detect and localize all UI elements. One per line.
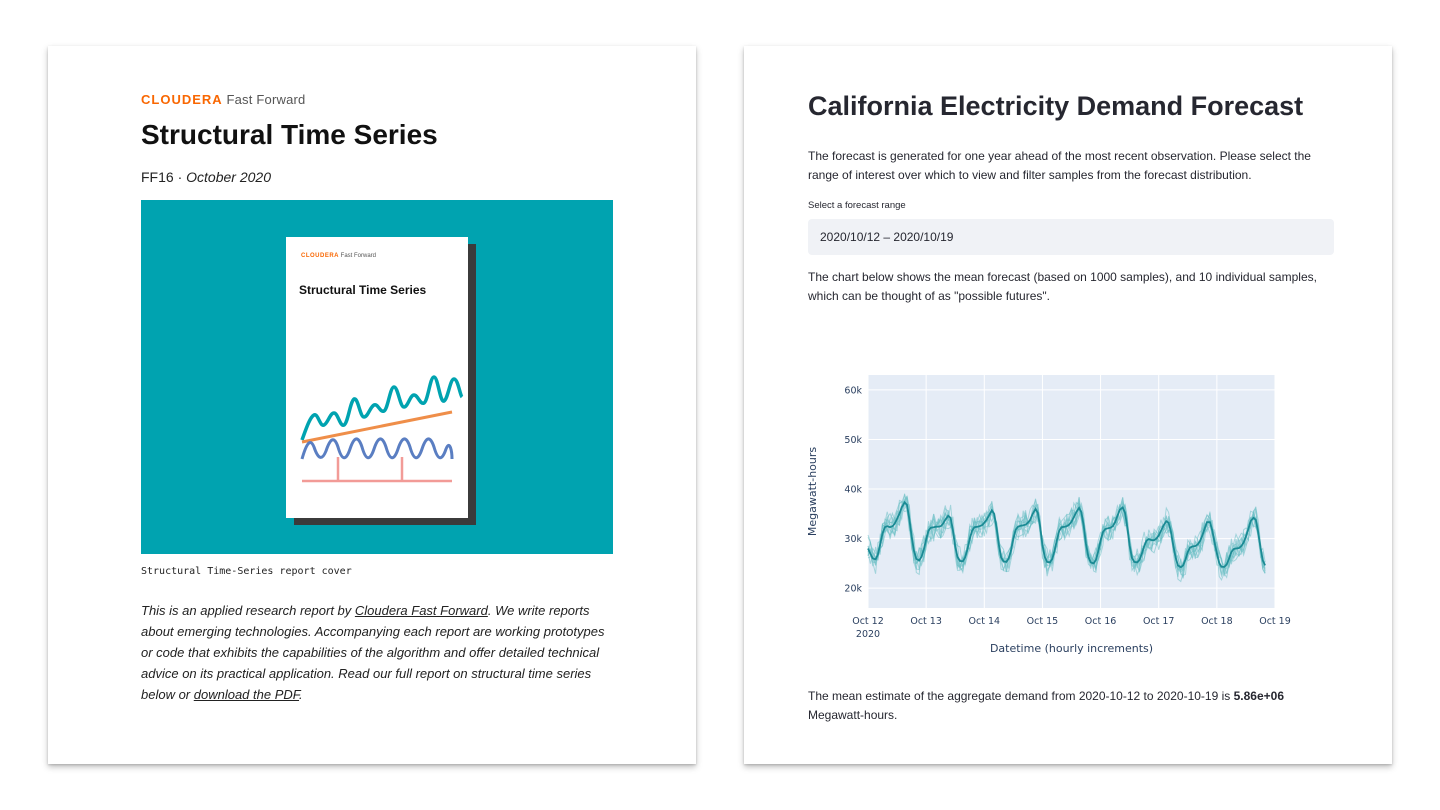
cloudera-ff-logo[interactable] (141, 92, 305, 107)
y-tick-label: 30k (844, 534, 862, 546)
cover-brand-fast-forward: Fast Forward (340, 253, 377, 259)
report-date: October 2020 (186, 169, 271, 185)
x-tick-label: Oct 17 (1142, 616, 1175, 627)
cover-brand-cloudera: CLOUDERA (301, 253, 339, 259)
brand-fast-forward: Fast Forward (226, 92, 306, 107)
x-tick-label: Oct 14 (968, 616, 1001, 627)
x-tick-label: Oct 16 (1084, 616, 1117, 627)
download-pdf-link[interactable]: download the PDF (193, 687, 300, 702)
cover-trend-line (302, 412, 452, 442)
x-tick-label: Oct 19 (1259, 616, 1291, 627)
x-axis-ticks (852, 616, 1291, 627)
cover-caption: Structural Time-Series report cover (141, 566, 352, 577)
x-tick-year: 2020 (855, 629, 881, 640)
forecast-chart[interactable] (806, 364, 1291, 664)
report-cover-image (141, 200, 613, 554)
cover-pink-baseline (302, 457, 452, 481)
summary-text (808, 687, 1338, 725)
desc-text-2: . We write reports about emerging technologies. Accompanying each report are working prototypes or code that exhibits the capabilities of the algorithm and offer detailed technical advice on its practical application. Read our full report on structural time series below or (141, 603, 605, 702)
meta-separator: · (177, 169, 183, 185)
y-tick-label: 50k (844, 434, 862, 446)
cloudera-ff-link[interactable]: Cloudera Fast Forward (354, 603, 488, 618)
summary-pre: The mean estimate of the aggregate demand from 2020-10-12 to 2020-10-19 is (808, 689, 1234, 703)
report-description (141, 600, 619, 705)
date-range-input[interactable]: 2020/10/12 – 2020/10/19 (808, 219, 1334, 255)
range-label: Select a forecast range (808, 200, 906, 211)
chart-note: The chart below shows the mean forecast (based on 1000 samples), and 10 individual samples, which can be thought of as "possible futures". (808, 270, 1317, 303)
book-cover (286, 237, 468, 518)
desc-text-1: This is an applied research report by (141, 603, 355, 618)
brand-cloudera: CLOUDERA (141, 92, 223, 107)
y-tick-label: 20k (844, 583, 862, 595)
summary-unit: Megawatt-hours. (808, 708, 898, 722)
y-axis-ticks (844, 385, 862, 594)
summary-value: 5.86e+06 (1233, 689, 1284, 703)
x-tick-label: Oct 15 (1026, 616, 1059, 627)
cover-blue-line (302, 439, 452, 459)
intro-text: The forecast is generated for one year ahead of the most recent observation. Please select the range of interest over which to view and filter samples from the forecast distribution. (808, 149, 1311, 182)
x-tick-label: Oct 13 (910, 616, 942, 627)
app-title: California Electricity Demand Forecast (808, 91, 1304, 121)
report-title: Structural Time Series (141, 119, 438, 150)
cover-teal-line (302, 377, 462, 440)
report-card (48, 46, 696, 764)
x-tick-label: Oct 18 (1201, 616, 1233, 627)
report-meta (141, 169, 271, 185)
y-axis-label: Megawatt-hours (806, 446, 819, 537)
forecast-app-card (744, 46, 1392, 764)
x-tick-label: Oct 12 (852, 616, 884, 627)
report-code: FF16 (141, 169, 174, 185)
cover-title: Structural Time Series (299, 283, 427, 297)
y-tick-label: 60k (844, 385, 862, 397)
y-tick-label: 40k (844, 484, 862, 496)
cover-illustration (286, 237, 468, 518)
desc-text-3: . (299, 687, 303, 702)
plot-area (868, 375, 1275, 608)
x-axis-label: Datetime (hourly increments) (989, 642, 1154, 655)
